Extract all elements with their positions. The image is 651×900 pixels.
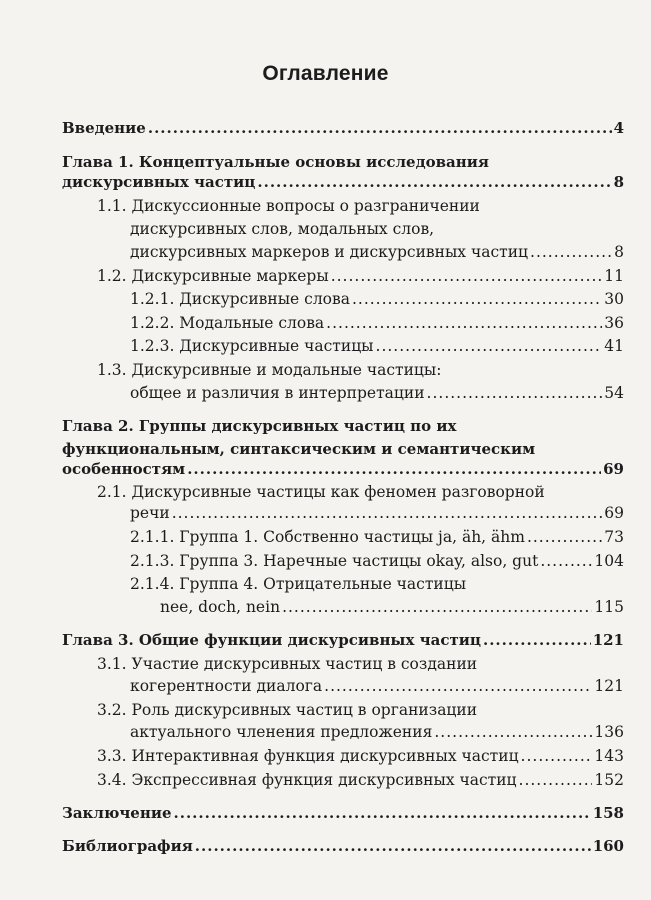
toc-entry-s1-3[interactable]: [130, 383, 624, 403]
entry-title: дискурсивных маркеров и дискурсивных частиц: [130, 243, 529, 261]
entry-page: 160: [592, 837, 624, 855]
page-title: Оглавление: [262, 62, 389, 85]
entry-page: 69: [604, 504, 624, 522]
entry-page: 30: [604, 290, 624, 308]
entry-page: 41: [604, 337, 624, 355]
entry-page: 11: [604, 267, 624, 285]
leader-dots: [376, 336, 603, 356]
entry-page: 152: [594, 771, 624, 789]
toc-entry-s3-4[interactable]: [97, 770, 624, 790]
entry-title: 3.3. Интерактивная функция дискурсивных частиц: [97, 747, 519, 765]
toc-entry-s1-1[interactable]: [130, 242, 624, 262]
leader-dots: [172, 503, 603, 523]
entry-title: 1.2.1. Дискурсивные слова: [130, 290, 350, 308]
leader-dots: [352, 289, 602, 309]
leader-dots: [282, 597, 592, 617]
toc-entry-conclusion[interactable]: [62, 803, 624, 823]
toc-entry-s2-1-line1: 2.1. Дискурсивные частицы как феномен разговорной: [97, 483, 545, 501]
entry-title: актуального членения предложения: [130, 723, 433, 741]
entry-title: Введение: [62, 119, 146, 137]
toc-entry-s2-1[interactable]: [130, 503, 624, 523]
entry-page: 54: [604, 384, 624, 402]
toc-entry-ch2[interactable]: [62, 459, 624, 479]
entry-page: 121: [594, 677, 624, 695]
entry-title: Заключение: [62, 804, 172, 822]
leader-dots: [187, 459, 601, 479]
toc-entry-s2-1-4-line1: 2.1.4. Группа 4. Отрицательные частицы: [130, 575, 467, 593]
entry-title: nee, doch, nein: [160, 598, 281, 616]
toc-entry-s1-2[interactable]: [97, 266, 624, 286]
toc-entry-s2-1-3[interactable]: [130, 551, 624, 571]
toc-entry-s2-1-4[interactable]: [160, 597, 624, 617]
entry-page: 8: [614, 243, 624, 261]
leader-dots: [527, 527, 602, 547]
leader-dots: [427, 383, 603, 403]
entry-title: дискурсивных частиц: [62, 173, 256, 191]
entry-title: 1.2. Дискурсивные маркеры: [97, 267, 329, 285]
toc-entry-s1-2-2[interactable]: [130, 313, 624, 333]
toc-entry-ch1[interactable]: [62, 172, 624, 192]
toc-entry-s1-1-line2: дискурсивных слов, модальных слов,: [130, 220, 435, 238]
entry-page: 8: [613, 173, 624, 191]
entry-page: 143: [594, 747, 624, 765]
toc-entry-s3-3[interactable]: [97, 746, 624, 766]
leader-dots: [530, 242, 612, 262]
leader-dots: [434, 722, 592, 742]
toc-entry-s2-1-1[interactable]: [130, 527, 624, 547]
leader-dots: [148, 118, 612, 138]
leader-dots: [174, 803, 591, 823]
leader-dots: [519, 770, 593, 790]
entry-page: 73: [604, 528, 624, 546]
toc-entry-s3-2[interactable]: [130, 722, 624, 742]
leader-dots: [331, 266, 603, 286]
entry-page: 115: [594, 598, 624, 616]
entry-page: 158: [592, 804, 624, 822]
toc-entry-ch3[interactable]: [62, 630, 624, 650]
toc-entry-s3-1-line1: 3.1. Участие дискурсивных частиц в создании: [97, 655, 478, 673]
entry-title: общее и различия в интерпретации: [130, 384, 425, 402]
entry-page: 36: [604, 314, 624, 332]
toc-entry-s3-2-line1: 3.2. Роль дискурсивных частиц в организации: [97, 701, 478, 719]
entry-title: особенностям: [62, 460, 186, 478]
toc-entry-s1-2-3[interactable]: [130, 336, 624, 356]
leader-dots: [257, 172, 611, 192]
leader-dots: [324, 676, 592, 696]
leader-dots: [483, 630, 591, 650]
toc-entry-s1-3-line1: 1.3. Дискурсивные и модальные частицы:: [97, 361, 442, 379]
entry-title: Глава 3. Общие функции дискурсивных частиц: [62, 631, 481, 649]
toc-entry-s1-1-line1: 1.1. Дискуссионные вопросы о разграничении: [97, 197, 480, 215]
entry-title: 3.4. Экспрессивная функция дискурсивных частиц: [97, 771, 517, 789]
leader-dots: [521, 746, 593, 766]
entry-title: 2.1.1. Группа 1. Собственно частицы ja, äh, ähm: [130, 528, 525, 546]
toc-entry-s3-1[interactable]: [130, 676, 624, 696]
leader-dots: [195, 836, 591, 856]
entry-page: 121: [592, 631, 624, 649]
toc-entry-ch2-line1: Глава 2. Группы дискурсивных частиц по их: [62, 417, 457, 435]
entry-page: 69: [603, 460, 624, 478]
entry-page: 4: [613, 119, 624, 137]
entry-title: 1.2.2. Модальные слова: [130, 314, 325, 332]
entry-title: речи: [130, 504, 170, 522]
leader-dots: [326, 313, 602, 333]
entry-page: 136: [594, 723, 624, 741]
entry-title: 1.2.3. Дискурсивные частицы: [130, 337, 374, 355]
toc-entry-ch2-line2: функциональным, синтаксическим и семантическим: [62, 440, 536, 458]
leader-dots: [540, 551, 592, 571]
toc-entry-intro[interactable]: [62, 118, 624, 138]
toc-entry-bibliography[interactable]: [62, 836, 624, 856]
entry-page: 104: [594, 552, 624, 570]
entry-title: когерентности диалога: [130, 677, 323, 695]
toc-entry-s1-2-1[interactable]: [130, 289, 624, 309]
entry-title: 2.1.3. Группа 3. Наречные частицы okay, also, gut: [130, 552, 539, 570]
toc-entry-ch1-line1: Глава 1. Концептуальные основы исследования: [62, 153, 489, 171]
entry-title: Библиография: [62, 837, 193, 855]
